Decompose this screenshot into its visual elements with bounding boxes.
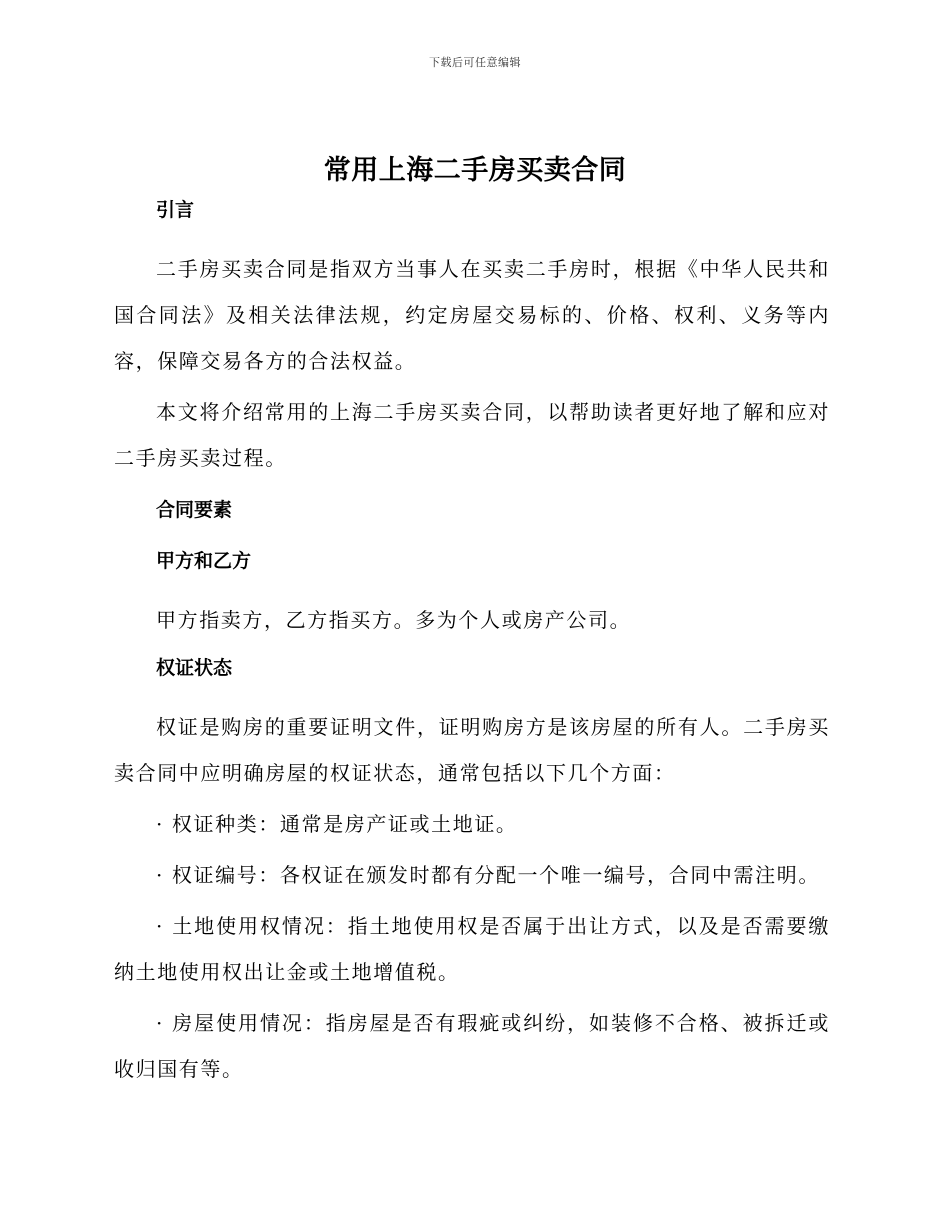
list-item-title-type: · 权证种类：通常是房产证或土地证。 xyxy=(156,812,518,836)
list-item-house-usage: · 房屋使用情况：指房屋是否有瑕疵或纠纷，如装修不合格、被拆迁或收归国有等。 xyxy=(114,1011,830,1081)
page-header-note: 下载后可任意编辑 xyxy=(429,56,521,69)
paragraph-title-status: 权证是购房的重要证明文件，证明购房方是该房屋的所有人。二手房买卖合同中应明确房屋的权证状态，通常包括以下几个方面： xyxy=(114,715,830,785)
paragraph-parties: 甲方指卖方，乙方指买方。多为个人或房产公司。 xyxy=(156,608,632,632)
section-heading-title-status: 权证状态 xyxy=(156,657,233,679)
section-heading-contract-elements: 合同要素 xyxy=(156,499,233,521)
document-title: 常用上海二手房买卖合同 xyxy=(323,155,627,186)
section-heading-intro: 引言 xyxy=(156,199,195,221)
paragraph-intro-2: 本文将介绍常用的上海二手房买卖合同，以帮助读者更好地了解和应对二手房买卖过程。 xyxy=(114,400,830,470)
document-body xyxy=(114,195,830,1097)
paragraph-intro-1: 二手房买卖合同是指双方当事人在买卖二手房时，根据《中华人民共和国合同法》及相关法律法规，约定房屋交易标的、价格、权利、义务等内容，保障交易各方的合法权益。 xyxy=(114,257,830,373)
list-item-land-use-rights: · 土地使用权情况：指土地使用权是否属于出让方式，以及是否需要缴纳土地使用权出让金或土地增值税。 xyxy=(114,914,830,984)
section-heading-parties: 甲方和乙方 xyxy=(156,550,252,572)
list-item-title-number: · 权证编号：各权证在颁发时都有分配一个唯一编号，合同中需注明。 xyxy=(156,863,820,887)
